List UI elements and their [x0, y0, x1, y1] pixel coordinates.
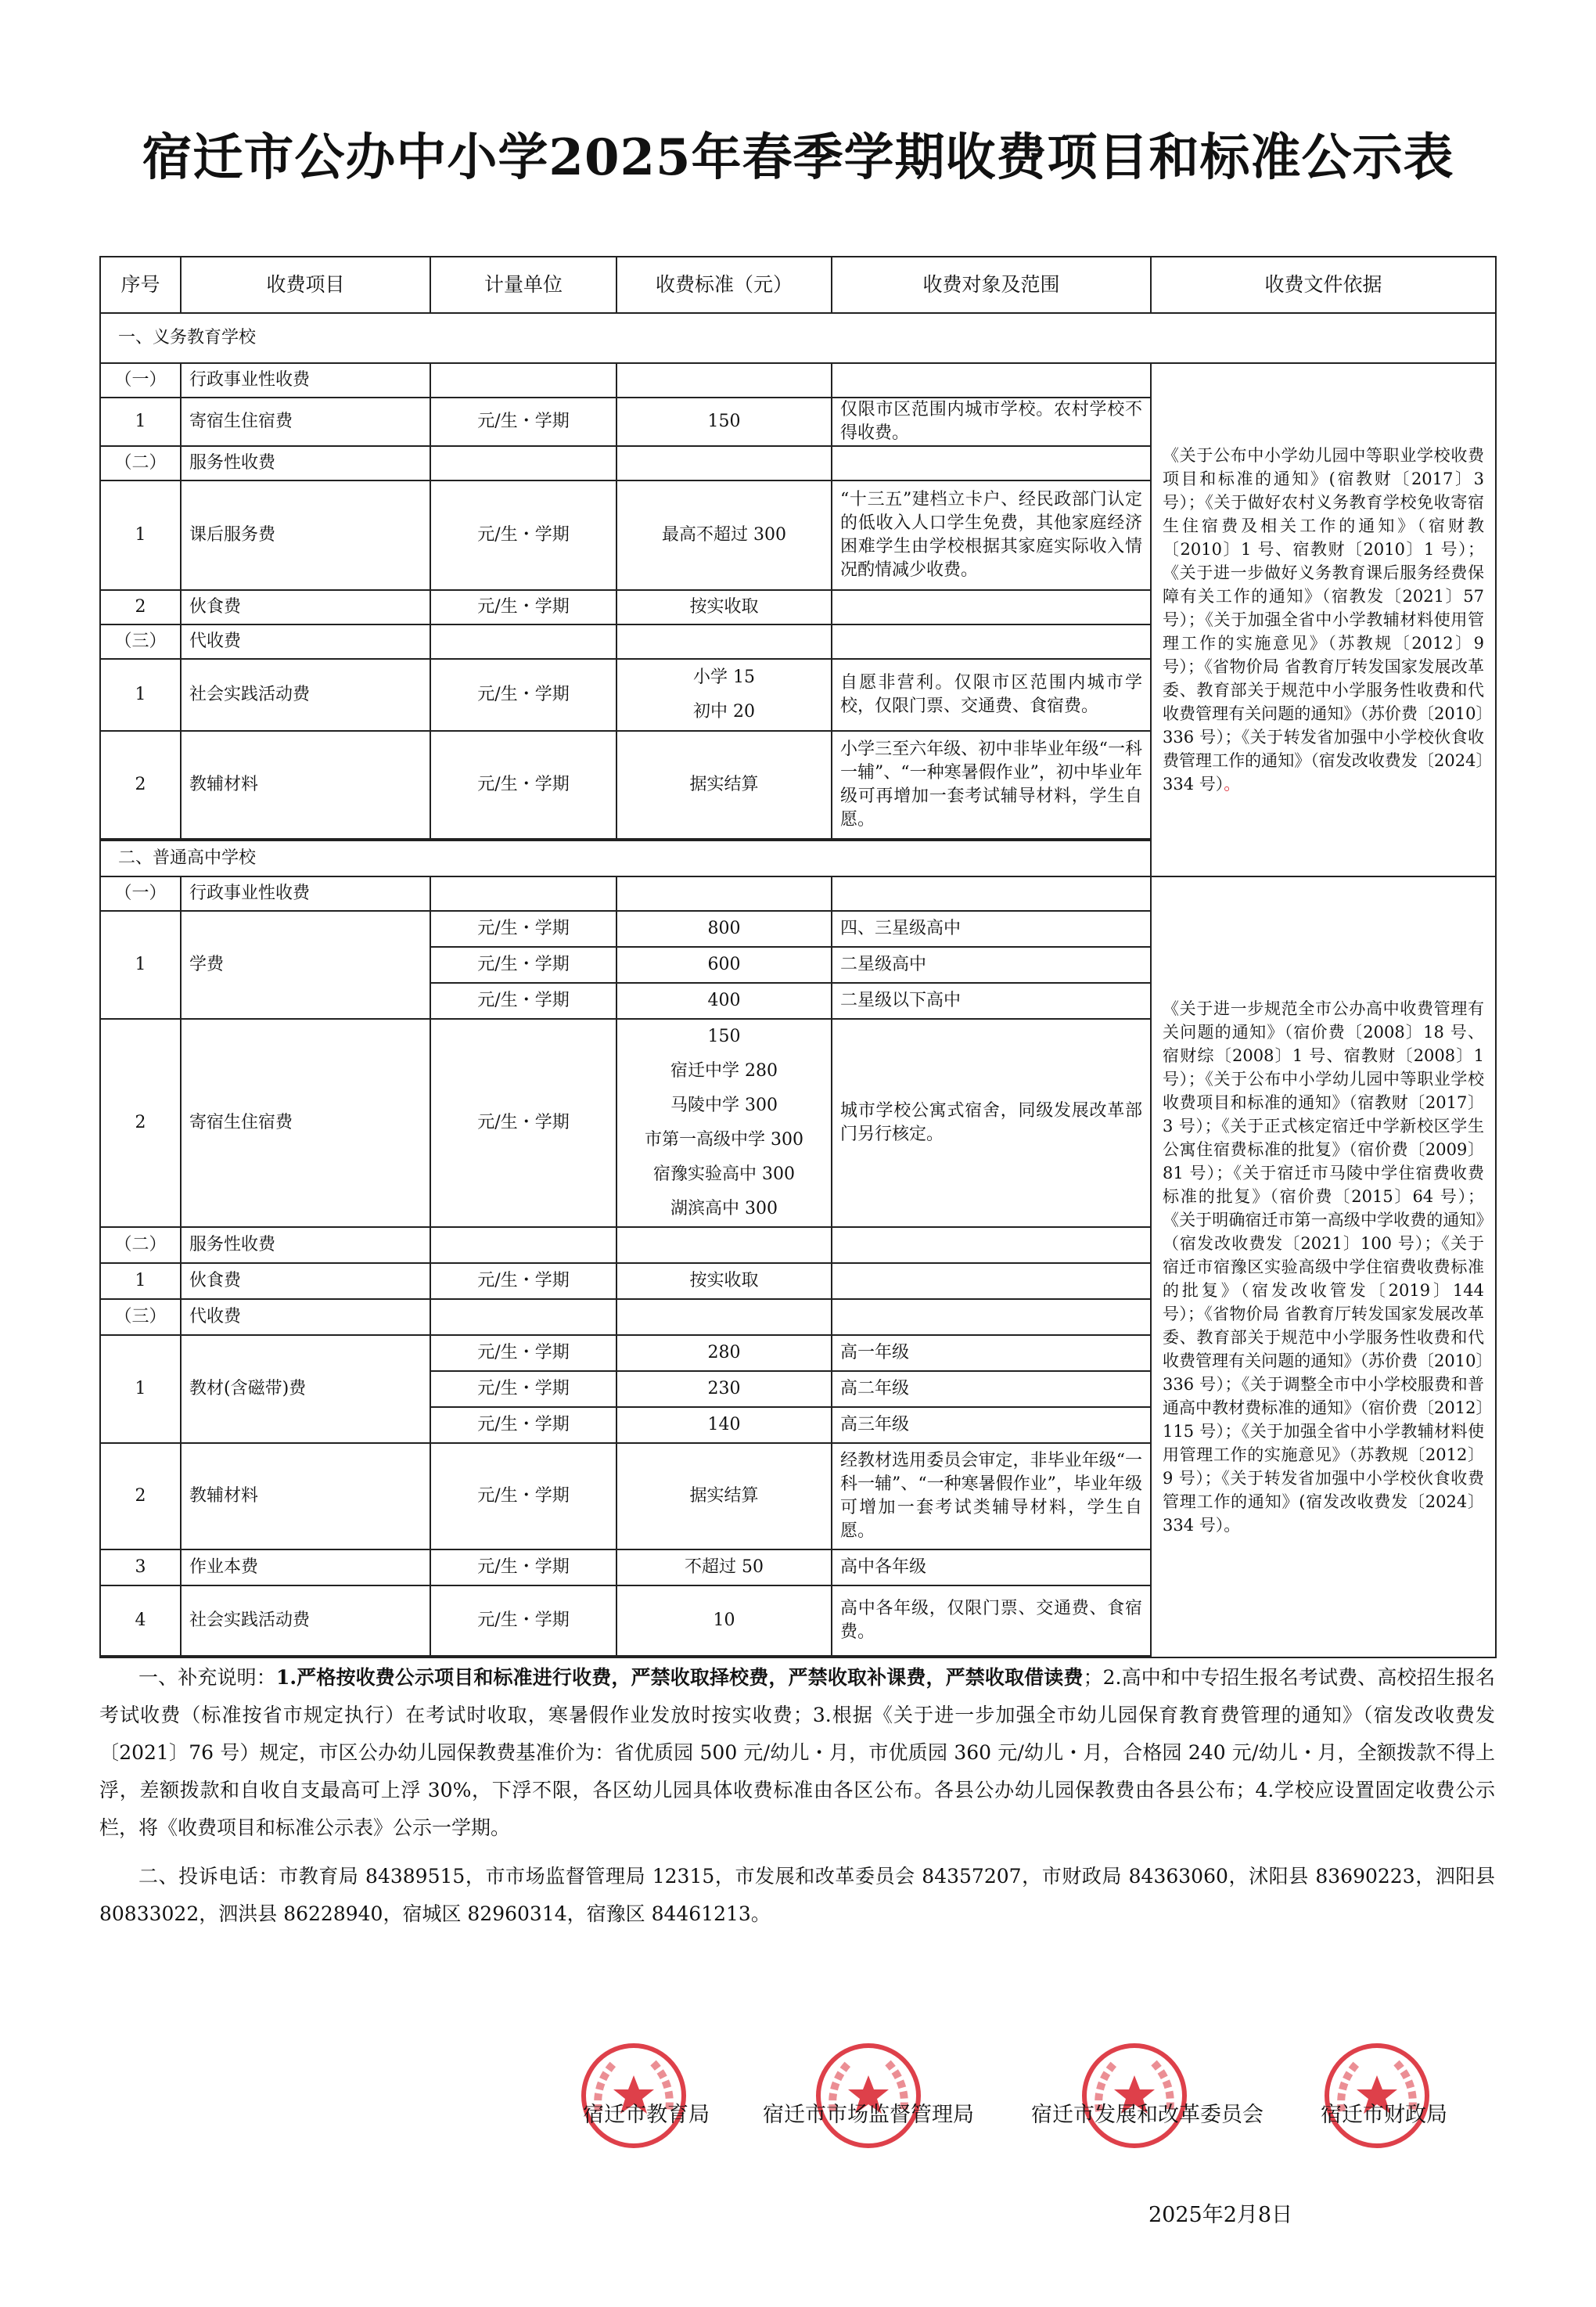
- subsection-row: [100, 876, 1496, 911]
- row-standard: 150: [616, 398, 832, 446]
- standard-line: 宿豫实验高中 300: [653, 1164, 795, 1184]
- row-scope: 小学三至六年级、初中非毕业年级“一科一辅”、“一种寒暑假作业”，初中毕业年级可再增加一套考试辅导材料，学生自愿。: [832, 731, 1151, 839]
- row-item: 寄宿生住宿费: [181, 1019, 430, 1227]
- header-standard: 收费标准（元）: [616, 257, 832, 313]
- row-standard: 最高不超过 300: [616, 480, 832, 590]
- signer-education-bureau: 宿迁市教育局: [583, 2103, 710, 2127]
- row-standard: 230: [616, 1371, 832, 1407]
- standard-line: 150: [707, 1027, 741, 1046]
- row-standard: 据实结算: [616, 731, 832, 839]
- row-item: 伙食费: [181, 1263, 430, 1299]
- row-unit: 元/生・学期: [430, 659, 616, 731]
- note-emphasis: 1.严格按收费公示项目和标准进行收费，严禁收取择校费，严禁收取补课费，严禁收取借读费: [275, 1666, 1084, 1689]
- signer-finance-bureau: 宿迁市财政局: [1321, 2103, 1447, 2127]
- row-standard: 800: [616, 911, 832, 947]
- section-row: [100, 840, 1496, 876]
- row-scope: 高中各年级，仅限门票、交通费、食宿费。: [832, 1585, 1151, 1656]
- section-row: [100, 313, 1496, 363]
- row-unit: 元/生・学期: [430, 480, 616, 590]
- row-no: 2: [100, 731, 181, 839]
- note-lead: 一、补充说明：: [138, 1666, 276, 1689]
- row-unit: 元/生・学期: [430, 1407, 616, 1443]
- seal-market-supervision-icon: [814, 2041, 923, 2150]
- row-no: 3: [100, 1549, 181, 1585]
- row-item: 伙食费: [181, 590, 430, 624]
- subsection-no: （二）: [100, 446, 181, 480]
- table-header-row: [100, 257, 1496, 313]
- row-no: 1: [100, 398, 181, 446]
- notes: [99, 1659, 1495, 1944]
- standard-line: 马陵中学 300: [670, 1096, 778, 1115]
- row-no: 1: [100, 480, 181, 590]
- subsection-name: 行政事业性收费: [181, 363, 430, 398]
- row-scope: 高中各年级: [832, 1549, 1151, 1585]
- row-no: 1: [100, 1335, 181, 1443]
- row-item: 教材(含磁带)费: [181, 1335, 430, 1443]
- standard-primary: 小学 15: [693, 668, 755, 687]
- row-scope: 四、三星级高中: [832, 911, 1151, 947]
- row-no: 2: [100, 1019, 181, 1227]
- seal-education-bureau-icon: [579, 2041, 688, 2150]
- row-no: 2: [100, 590, 181, 624]
- row-unit: 元/生・学期: [430, 1263, 616, 1299]
- row-no: 1: [100, 659, 181, 731]
- row-unit: 元/生・学期: [430, 731, 616, 839]
- row-unit: 元/生・学期: [430, 911, 616, 947]
- note-supplement: [99, 1659, 1495, 1847]
- subsection-name: 服务性收费: [181, 446, 430, 480]
- row-scope: 高三年级: [832, 1407, 1151, 1443]
- subsection-name: 行政事业性收费: [181, 876, 430, 911]
- header-unit: 计量单位: [430, 257, 616, 313]
- row-item: 社会实践活动费: [181, 1585, 430, 1656]
- row-scope: 高一年级: [832, 1335, 1151, 1371]
- standard-line: 市第一高级中学 300: [645, 1130, 803, 1150]
- row-scope: “十三五”建档立卡户、经民政部门认定的低收入人口学生免费，其他家庭经济困难学生由学校根据其家庭实际收入情况酌情减少收费。: [832, 480, 1151, 590]
- row-standard: 据实结算: [616, 1443, 832, 1549]
- row-standard: [616, 659, 832, 731]
- row-no: 4: [100, 1585, 181, 1656]
- row-item: 课后服务费: [181, 480, 430, 590]
- row-unit: 元/生・学期: [430, 1585, 616, 1656]
- issue-date: 2025年2月8日: [1148, 2203, 1293, 2227]
- row-standard: 按实收取: [616, 590, 832, 624]
- row-unit: 元/生・学期: [430, 1371, 616, 1407]
- row-unit: 元/生・学期: [430, 398, 616, 446]
- row-item: 作业本费: [181, 1549, 430, 1585]
- header-item: 收费项目: [181, 257, 430, 313]
- row-unit: 元/生・学期: [430, 1019, 616, 1227]
- standard-line: 宿迁中学 280: [670, 1061, 778, 1081]
- header-scope: 收费对象及范围: [832, 257, 1151, 313]
- row-unit: 元/生・学期: [430, 983, 616, 1019]
- signer-market-supervision: 宿迁市市场监督管理局: [763, 2103, 974, 2127]
- row-scope: 城市学校公寓式宿舍，同级发展改革部门另行核定。: [832, 1019, 1151, 1227]
- fee-table: [99, 256, 1497, 1658]
- row-no: 2: [100, 1443, 181, 1549]
- row-item: 教辅材料: [181, 731, 430, 839]
- row-unit: 元/生・学期: [430, 1549, 616, 1585]
- header-basis: 收费文件依据: [1151, 257, 1496, 313]
- subsection-no: （三）: [100, 624, 181, 659]
- row-unit: 元/生・学期: [430, 1335, 616, 1371]
- row-standard: 280: [616, 1335, 832, 1371]
- row-scope: 自愿非营利。仅限市区范围内城市学校，仅限门票、交通费、食宿费。: [832, 659, 1151, 731]
- standard-line: 湖滨高中 300: [670, 1199, 778, 1218]
- row-unit: 元/生・学期: [430, 947, 616, 983]
- row-standard: 10: [616, 1585, 832, 1656]
- row-item: 教辅材料: [181, 1443, 430, 1549]
- row-scope: 二星级高中: [832, 947, 1151, 983]
- subsection-no: （一）: [100, 363, 181, 398]
- row-no: 1: [100, 1263, 181, 1299]
- page-title: 宿迁市公办中小学2025年春季学期收费项目和标准公示表: [142, 128, 1454, 187]
- subsection-name: 代收费: [181, 624, 430, 659]
- row-scope: 高二年级: [832, 1371, 1151, 1407]
- row-standard: 按实收取: [616, 1263, 832, 1299]
- header-no: 序号: [100, 257, 181, 313]
- row-standard: 600: [616, 947, 832, 983]
- section-title: 二、普通高中学校: [100, 840, 1496, 876]
- section-title: 一、义务教育学校: [100, 313, 1496, 363]
- row-scope: [832, 1263, 1151, 1299]
- row-scope: 仅限市区范围内城市学校。农村学校不得收费。: [832, 398, 1151, 446]
- row-scope: 二星级以下高中: [832, 983, 1151, 1019]
- subsection-no: （三）: [100, 1299, 181, 1335]
- note-complaint-hotline: 二、投诉电话：市教育局 84389515，市市场监督管理局 12315，市发展和改革委员会 84357207，市财政局 84363060，沭阳县 83690223，泗阳县 80833022，泗洪县 86228940，宿城区 82960314，宿豫区 84461213。: [99, 1865, 1495, 1925]
- signer-development-reform: 宿迁市发展和改革委员会: [1031, 2103, 1264, 2127]
- row-scope: [832, 590, 1151, 624]
- row-standard: 140: [616, 1407, 832, 1443]
- row-standard-list: [616, 1019, 832, 1227]
- row-item: 学费: [181, 911, 430, 1019]
- row-unit: 元/生・学期: [430, 590, 616, 624]
- subsection-name: 服务性收费: [181, 1227, 430, 1263]
- row-standard: 不超过 50: [616, 1549, 832, 1585]
- row-no: 1: [100, 911, 181, 1019]
- standard-junior: 初中 20: [693, 702, 755, 722]
- row-item: 寄宿生住宿费: [181, 398, 430, 446]
- seal-finance-bureau-icon: [1322, 2041, 1432, 2150]
- row-item: 社会实践活动费: [181, 659, 430, 731]
- row-unit: 元/生・学期: [430, 1443, 616, 1549]
- note-body: ；2.高中和中专招生报名考试费、高校招生报名考试收费（标准按省市规定执行）在考试时收取，寒暑假作业发放时按实收费；3.根据《关于进一步加强全市幼儿园保育教育费管理的通知》（宿发改收费发〔2021〕76 号）规定，市区公办幼儿园保教费基准价为：省优质园 500 元/幼儿・月，市优质园 360 元/幼儿・月，合格园 240 元/幼儿・月，全额拨款不得上浮，差额拨款和自收自支最高可上浮 30%，下浮不限，各区幼儿园具体收费标准由各区公布。各县公办幼儿园保教费由各县公布；4.学校应设置固定收费公示栏，将《收费项目和标准公示表》公示一学期。: [99, 1666, 1495, 1839]
- row-scope: 经教材选用委员会审定，非毕业年级“一科一辅”、“一种寒暑假作业”，毕业年级可增加一套考试类辅导材料，学生自愿。: [832, 1443, 1151, 1549]
- subsection-no: （二）: [100, 1227, 181, 1263]
- basis-compulsory: 《关于公布中小学幼儿园中等职业学校收费项目和标准的通知》(宿教财〔2017〕3 号）；《关于做好农村义务教育学校免收寄宿生住宿费及相关工作的通知》（宿财教〔2010〕1 号、宿教财〔2010〕1 号）；《关于进一步做好义务教育课后服务经费保障有关工作的通知》（宿教发〔2021〕57 号）；《关于加强全省中小学教辅材料使用管理工作的实施意见》（苏教规〔2012〕9 号）；《省物价局 省教育厅转发国家发展改革委、教育部关于规范中小学服务性收费和代收费管理有关问题的通知》（苏价费〔2010〕336 号）；《关于转发省加强中小学校伙食收费管理工作的通知》（宿发改收费发〔2024〕334 号）。: [1151, 363, 1496, 876]
- basis-high-school: 《关于进一步规范全市公办高中收费管理有关问题的通知》（宿价费〔2008〕18 号、宿财综〔2008〕1 号、宿教财〔2008〕1 号）；《关于公布中小学幼儿园中等职业学校收费项目和标准的通知》（宿教财〔2017〕3 号）；《关于正式核定宿迁中学新校区学生公寓住宿费标准的批复》（宿价费〔2009〕81 号）；《关于宿迁市马陵中学住宿费收费标准的批复》（宿价费〔2015〕64 号）；《关于明确宿迁市第一高级中学收费的通知》（宿发改收费发〔2021〕100 号）；《关于宿迁市宿豫区实验高级中学住宿费收费标准的批复》（宿发改收管发〔2019〕144 号）；《省物价局 省教育厅转发国家发展改革委、教育部关于规范中小学服务性收费和代收费管理有关问题的通知》（苏价费〔2010〕336 号）；《关于调整全市中小学校服费和普通高中教材费标准的通知》（宿价费〔2012〕115 号）；《关于加强全省中小学教辅材料使用管理工作的实施意见》（苏教规〔2012〕9 号）；《关于转发省加强中小学校伙食收费管理工作的通知》(宿发改收费发〔2024〕334 号）。: [1151, 876, 1496, 1657]
- subsection-name: 代收费: [181, 1299, 430, 1335]
- seal-development-reform-icon: [1080, 2041, 1189, 2150]
- subsection-no: （一）: [100, 876, 181, 911]
- row-standard: 400: [616, 983, 832, 1019]
- subsection-row: [100, 363, 1496, 398]
